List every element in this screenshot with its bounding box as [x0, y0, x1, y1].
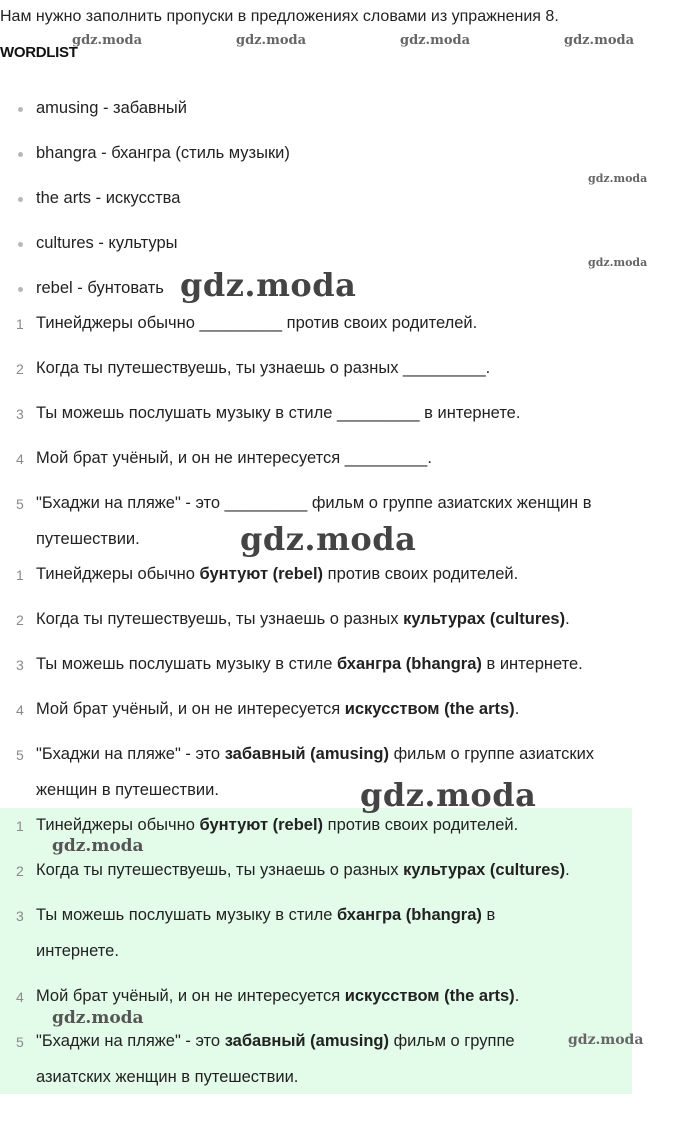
exercise-sentence: Тинейджеры обычно _________ против своих родителей.	[36, 314, 478, 332]
watermark: gdz.moda	[400, 33, 471, 48]
answer-sentence	[36, 565, 518, 584]
item-number: 4	[16, 702, 24, 718]
answer-text: Когда ты путешествуешь, ты узнаешь о разных	[36, 610, 404, 628]
wordlist-item-text: amusing - забавный	[36, 99, 187, 117]
watermark: gdz.moda	[360, 776, 537, 814]
item-number: 1	[16, 567, 24, 583]
answer-word: забавный (amusing)	[224, 1032, 389, 1050]
answer-text: в интернете.	[481, 655, 583, 673]
watermark: gdz.moda	[180, 266, 357, 304]
wordlist-item-text: bhangra - бхангра (стиль музыки)	[36, 144, 290, 162]
watermark: gdz.moda	[52, 836, 144, 856]
answer-word: бунтуют (rebel)	[199, 816, 324, 834]
answer-text: фильм о группе	[388, 1032, 515, 1050]
answer-word: культурах (cultures)	[403, 610, 566, 628]
item-number: 5	[16, 747, 24, 763]
item-number: 1	[16, 316, 24, 332]
answer-word: бунтуют (rebel)	[199, 565, 324, 583]
bullet-icon	[18, 287, 23, 292]
answer-sentence	[36, 816, 518, 835]
answer-text: .	[514, 700, 520, 718]
bullet-icon	[18, 152, 23, 157]
answer-sentence	[36, 861, 570, 880]
exercise-sentence: Мой брат учёный, и он не интересуется _________.	[36, 449, 432, 467]
answer-text: в	[481, 906, 496, 924]
answer-word: бхангра (bhangra)	[337, 906, 482, 924]
item-number: 3	[16, 406, 24, 422]
answer-sentence-continuation: интернете.	[36, 942, 119, 960]
answer-text: фильм о группе азиатских	[388, 745, 595, 763]
answer-word: бхангра (bhangra)	[337, 655, 482, 673]
answer-sentence	[36, 655, 583, 674]
answer-text: .	[565, 610, 570, 628]
answer-sentence-continuation: азиатских женщин в путешествии.	[36, 1068, 299, 1086]
answer-text: "Бхаджи на пляже" - это	[36, 745, 225, 763]
exercise-sentence: "Бхаджи на пляже" - это _________ фильм о группе азиатских женщин в	[36, 494, 592, 512]
answer-word: искусством (the arts)	[344, 700, 515, 718]
answer-word: культурах (cultures)	[403, 861, 566, 879]
answer-sentence-continuation: женщин в путешествии.	[36, 781, 219, 799]
answer-text: против своих родителей.	[323, 565, 519, 583]
watermark: gdz.moda	[236, 33, 307, 48]
bullet-icon	[18, 197, 23, 202]
item-number: 2	[16, 612, 24, 628]
exercise-sentence-continuation: путешествии.	[36, 530, 140, 548]
watermark: gdz.moda	[52, 1008, 144, 1028]
answer-text: Ты можешь послушать музыку в стиле	[36, 655, 337, 673]
answer-sentence	[36, 745, 594, 764]
watermark: gdz.moda	[564, 33, 635, 48]
exercise-sentence: Ты можешь послушать музыку в стиле _________ в интернете.	[36, 404, 521, 422]
answer-text: Тинейджеры обычно	[36, 816, 200, 834]
answer-text: .	[514, 987, 520, 1005]
answer-word: искусством (the arts)	[344, 987, 515, 1005]
answer-text: против своих родителей.	[323, 816, 519, 834]
bullet-icon	[18, 107, 23, 112]
item-number: 5	[16, 496, 24, 512]
bullet-icon	[18, 242, 23, 247]
wordlist-item-text: cultures - культуры	[36, 234, 178, 252]
answer-sentence	[36, 700, 519, 719]
answer-text: "Бхаджи на пляже" - это	[36, 1032, 225, 1050]
watermark: gdz.moda	[568, 1032, 644, 1048]
answer-sentence	[36, 610, 570, 629]
item-number: 2	[16, 361, 24, 377]
wordlist-title: WORDLIST	[0, 44, 78, 61]
answer-sentence	[36, 1032, 515, 1051]
item-number: 2	[16, 863, 24, 879]
item-number: 1	[16, 818, 24, 834]
answer-word: забавный (amusing)	[224, 745, 389, 763]
item-number: 4	[16, 451, 24, 467]
answer-text: Мой брат учёный, и он не интересуется	[36, 700, 345, 718]
watermark: gdz.moda	[240, 520, 417, 558]
watermark: gdz.moda	[588, 172, 648, 185]
answer-text: Тинейджеры обычно	[36, 565, 200, 583]
answer-sentence	[36, 987, 519, 1006]
answer-text: .	[565, 861, 570, 879]
answer-text: Когда ты путешествуешь, ты узнаешь о разных	[36, 861, 404, 879]
answer-text: Мой брат учёный, и он не интересуется	[36, 987, 345, 1005]
item-number: 5	[16, 1034, 24, 1050]
wordlist-item-text: rebel - бунтовать	[36, 279, 164, 297]
answer-sentence	[36, 906, 495, 925]
watermark: gdz.moda	[588, 256, 648, 269]
item-number: 4	[16, 989, 24, 1005]
intro-text: Нам нужно заполнить пропуски в предложениях словами из упражнения 8.	[0, 8, 559, 25]
answer-text: Ты можешь послушать музыку в стиле	[36, 906, 337, 924]
watermark: gdz.moda	[72, 33, 143, 48]
exercise-sentence: Когда ты путешествуешь, ты узнаешь о разных _________.	[36, 359, 491, 377]
item-number: 3	[16, 657, 24, 673]
item-number: 3	[16, 908, 24, 924]
wordlist-item-text: the arts - искусства	[36, 189, 181, 207]
